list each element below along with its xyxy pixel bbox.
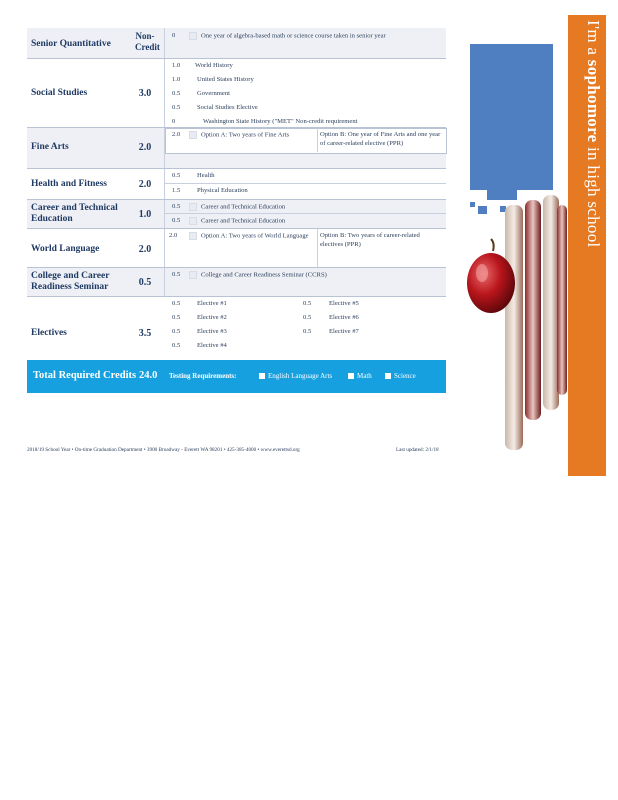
item-credit: 0.5 (172, 172, 181, 179)
test-tube (505, 205, 523, 450)
option-b-text: Option B: One year of Fine Arts and one year of career-related elective (PPR) (320, 131, 441, 147)
item-label: Elective #2 (197, 314, 227, 321)
row-electives (27, 297, 446, 367)
item-credit: 0 (172, 32, 176, 39)
footer-updated: Last updated: 2/1/18 (396, 447, 439, 453)
subject-label: World Language (31, 244, 100, 254)
item-credit: 0 (172, 118, 176, 125)
credit-value (135, 31, 160, 53)
item-label: World History (195, 62, 233, 69)
item-label: Elective #4 (197, 342, 227, 349)
apple-highlight (476, 264, 488, 282)
item-credit: 2.0 (169, 232, 178, 239)
credit-value: 2.0 (138, 142, 152, 153)
divider (164, 59, 165, 127)
item-credit: 0.5 (172, 342, 181, 349)
testing-option-science[interactable] (385, 372, 416, 380)
item-text (189, 271, 327, 279)
checkbox[interactable] (189, 271, 197, 279)
subject-label: Fine Arts (31, 142, 69, 152)
apple-icon (467, 253, 515, 313)
divider (164, 200, 165, 228)
item-label: Social Studies Elective (197, 104, 258, 111)
item-credit: 2.0 (172, 131, 181, 138)
item-label: United States History (197, 76, 254, 83)
row-senior-quantitative (27, 28, 446, 59)
item-credit: 0.5 (172, 328, 181, 335)
item-label: Government (197, 90, 230, 97)
item-label: Elective #3 (197, 328, 227, 335)
row-health-fitness (27, 169, 446, 200)
total-value: 24.0 (139, 370, 158, 381)
option-label: English Language Arts (268, 372, 333, 380)
item-label: Physical Education (197, 187, 248, 194)
testing-option-ela[interactable] (259, 372, 332, 380)
checkbox[interactable] (189, 203, 197, 211)
item-credit: 0.5 (303, 300, 312, 307)
item-text (189, 32, 386, 40)
item-label: Elective #7 (329, 328, 359, 335)
item-credit: 0.5 (303, 328, 312, 335)
credit-value: 0.5 (138, 277, 152, 288)
test-tube (557, 205, 567, 395)
item-credit: 1.0 (172, 76, 181, 83)
banner-text-bold: sophomore (584, 59, 603, 143)
item-label: College and Career Readiness Seminar (CCRS) (201, 271, 327, 279)
item-credit: 1.5 (172, 187, 181, 194)
divider (317, 229, 318, 267)
subject-label: College and Career Readiness Seminar (31, 271, 110, 292)
divider (164, 268, 165, 296)
item-text (189, 217, 285, 225)
subject-label: Social Studies (31, 88, 88, 98)
row-fine-arts (27, 128, 446, 169)
item-credit: 0.5 (172, 104, 181, 111)
banner-text-part: I'm a (584, 20, 603, 60)
divider (164, 28, 165, 58)
item-label: Option A: Two years of World Language (201, 232, 309, 240)
item-label: Career and Technical Education (201, 217, 286, 225)
item-credit: 0.5 (172, 203, 181, 210)
option-b-text: Option B: Two years of career-related electives (PPR) (320, 232, 420, 248)
item-label: Washington State History ("MET" Non-credit requirement (203, 118, 358, 125)
footer-info: 2018/19 School Year • On-time Graduation Department • 3900 Broadway - Everett WA 98201 • 425-385-4000 • www.everettsd.org (27, 447, 300, 453)
credit-value: 2.0 (138, 179, 152, 190)
credit-value: 2.0 (138, 244, 152, 255)
item-label: Elective #6 (329, 314, 359, 321)
item-text (189, 131, 289, 139)
credit-value: 3.5 (138, 328, 152, 339)
item-text (189, 203, 285, 211)
subject-label: Career and Technical Education (31, 203, 118, 224)
item-credit: 0.5 (172, 314, 181, 321)
row-ccrs (27, 268, 446, 297)
item-label: Option A: Two years of Fine Arts (201, 131, 290, 139)
test-tube (525, 200, 541, 420)
item-credit: 0.5 (172, 90, 181, 97)
option-label: Science (394, 372, 416, 380)
total-label: Total Required Credits (33, 370, 137, 381)
credit-text: Non- Credit (135, 31, 160, 52)
credit-value: 1.0 (138, 209, 152, 220)
checkbox[interactable] (385, 373, 391, 379)
item-label: Elective #5 (329, 300, 359, 307)
row-social-studies (27, 59, 446, 128)
row-world-language (27, 229, 446, 268)
subject-label: Electives (31, 328, 67, 338)
total-credits-bar (27, 360, 446, 393)
testing-option-math[interactable] (348, 372, 372, 380)
banner-text-part: in high school (584, 142, 603, 248)
graduation-requirements-table (27, 28, 446, 367)
item-credit: 0.5 (172, 300, 181, 307)
item-credit: 0.5 (172, 217, 181, 224)
item-label: Elective #1 (197, 300, 227, 307)
item-text (189, 232, 309, 240)
subject-label: Senior Quantitative (31, 39, 111, 49)
divider (317, 128, 318, 152)
apple-stem (491, 239, 494, 251)
item-credit: 0.5 (303, 314, 312, 321)
test-tubes-illustration (465, 195, 570, 465)
item-credit: 0.5 (172, 271, 181, 278)
checkbox[interactable] (348, 373, 354, 379)
checkbox[interactable] (189, 232, 197, 240)
checkbox[interactable] (189, 131, 197, 139)
item-label: Career and Technical Education (201, 203, 286, 211)
row-career-technical (27, 200, 446, 229)
checkbox[interactable] (189, 217, 197, 225)
test-tube (543, 195, 559, 410)
checkbox[interactable] (189, 32, 197, 40)
item-label: One year of algebra-based math or science course taken in senior year (201, 32, 386, 40)
decorative-blue-block (470, 44, 553, 190)
item-credit: 1.0 (172, 62, 181, 69)
subject-label: Health and Fitness (31, 179, 108, 189)
testing-label: Testing Requirements: (169, 372, 237, 380)
credit-value: 3.0 (138, 88, 152, 99)
option-label: Math (357, 372, 372, 380)
checkbox[interactable] (259, 373, 265, 379)
grade-banner-text (569, 18, 605, 258)
banner-text (583, 20, 603, 248)
divider (165, 213, 446, 214)
divider (164, 169, 165, 199)
divider (165, 183, 446, 184)
item-label: Health (197, 172, 215, 179)
divider (164, 229, 165, 267)
